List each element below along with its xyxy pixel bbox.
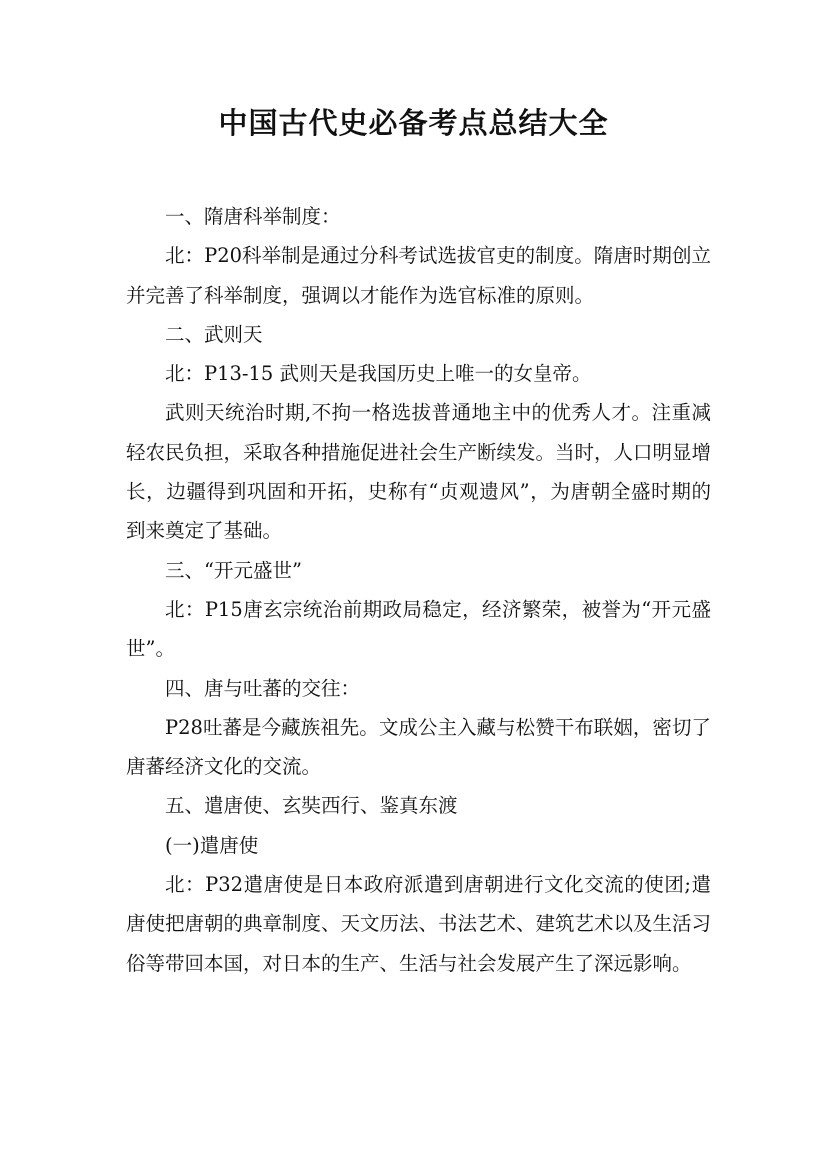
paragraph-5: P28吐蕃是今藏族祖先。文成公主入藏与松赞干布联姻，密切了唐蕃经济文化的交流。 <box>126 715 711 779</box>
paragraph-1: 北：P20科举制是通过分科考试选拔官吏的制度。隋唐时期创立并完善了科举制度，强调以才能作为选官标准的原则。 <box>126 244 711 307</box>
document-body <box>126 197 711 983</box>
document-title: 中国古代史必备考点总结大全 <box>218 106 609 140</box>
section-heading-2: 二、武则天 <box>165 322 263 346</box>
section-heading-3: 三、“开元盛世” <box>165 558 302 582</box>
paragraph-6: 北：P32遣唐使是日本政府派遣到唐朝进行文化交流的使团;遣唐使把唐朝的典章制度、天文历法、书法艺术、建筑艺术以及生活习俗等带回本国，对日本的生产、生活与社会发展产生了深远影响。 <box>126 873 712 975</box>
paragraph-3: 武则天统治时期,不拘一格选拔普通地主中的优秀人才。注重减轻农民负担，采取各种措施促进社会生产断续发。当时，人口明显增长，边疆得到巩固和开拓，史称有“贞观遗风”，为唐朝全盛时期的到来奠定了基础。 <box>126 401 712 543</box>
subsection-heading-1: (一)遣唐使 <box>165 833 259 857</box>
section-heading-5: 五、遣唐使、玄奘西行、鉴真东渡 <box>165 794 458 818</box>
paragraph-2: 北：P13-15 武则天是我国历史上唯一的女皇帝。 <box>165 362 592 386</box>
section-heading-4: 四、唐与吐蕃的交往： <box>165 676 361 700</box>
section-heading-1: 一、隋唐科举制度： <box>165 205 341 228</box>
paragraph-4: 北：P15唐玄宗统治前期政局稳定，经济繁荣，被誉为“开元盛世”。 <box>126 597 711 661</box>
